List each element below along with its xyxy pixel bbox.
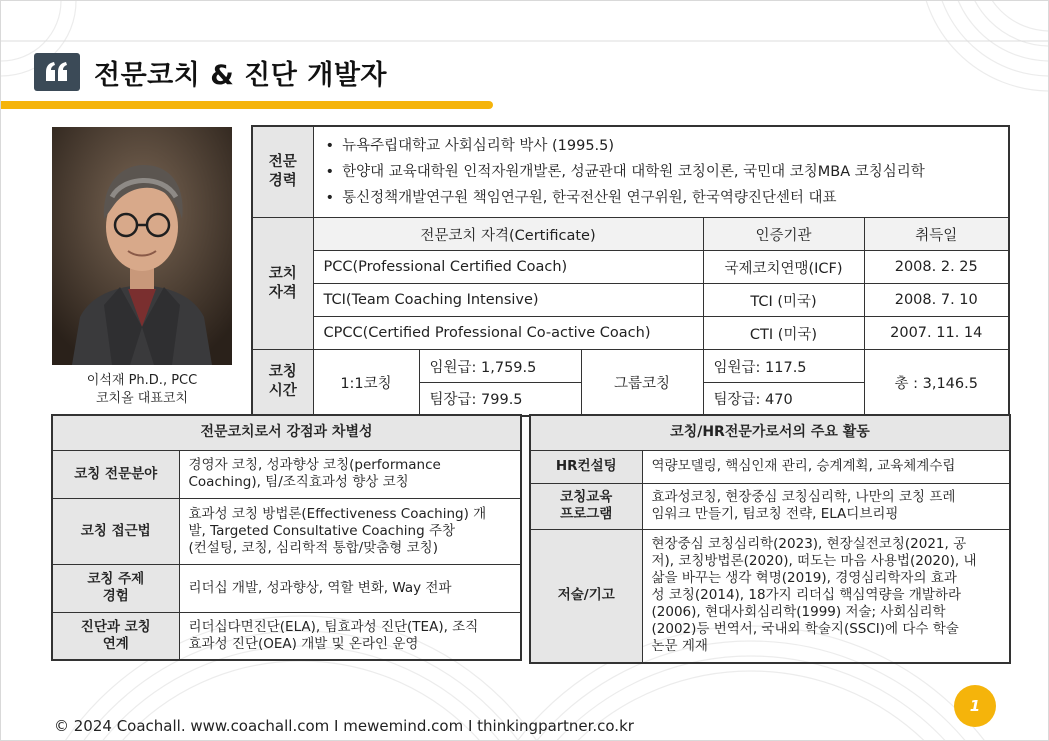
activity-row (530, 529, 1010, 663)
cert-name: CPCC(Certified Professional Co-active Coach) (313, 317, 703, 350)
profile-table (251, 125, 1010, 417)
hours-total: 총 : 3,146.5 (864, 350, 1009, 416)
caption-name: 이석재 Ph.D., PCC (86, 373, 198, 388)
quote-icon (44, 61, 70, 83)
portrait-photo (52, 127, 232, 365)
one-on-one-label: 1:1코칭 (313, 350, 419, 416)
activity-label: 코칭교육 프로그램 (530, 483, 642, 529)
strength-label: 코칭 주제 경험 (52, 564, 179, 612)
career-item: • 통신정책개발연구원 책임연구원, 한국전산원 연구위원, 한국역량진단센터 대표 (326, 185, 999, 211)
cert-row (252, 284, 1009, 317)
strength-row (52, 564, 521, 612)
activity-content: 효과성코칭, 현장중심 코칭심리학, 나만의 코칭 프레 임워크 만들기, 팀코칭 전략, ELA디브리핑 (642, 483, 1010, 529)
footer-copyright: © 2024 Coachall. www.coachall.com I mewemind.com I thinkingpartner.co.kr (54, 717, 634, 735)
cert-date: 2008. 7. 10 (864, 284, 1009, 317)
hours-row-1 (252, 350, 1009, 383)
activities-table (529, 414, 1011, 664)
strength-content: 리더십 개발, 성과향상, 역할 변화, Way 전파 (179, 564, 521, 612)
cert-date: 2007. 11. 14 (864, 317, 1009, 350)
career-item: • 한양대 교육대학원 인적자원개발론, 성균관대 대학원 코칭이론, 국민대 코칭MBA 코칭심리학 (326, 159, 999, 185)
cert-name: PCC(Professional Certified Coach) (313, 251, 703, 284)
cert-org: CTI (미국) (703, 317, 864, 350)
career-item: • 뉴욕주립대학교 사회심리학 박사 (1995.5) (326, 133, 999, 159)
activity-content: 역량모델링, 핵심인재 관리, 승계계획, 교육체계수립 (642, 450, 1010, 483)
strength-label: 코칭 전문분야 (52, 450, 179, 498)
one-on-one-exec: 임원급: 1,759.5 (419, 350, 581, 383)
cert-date-header: 취득일 (864, 218, 1009, 251)
strength-content: 효과성 코칭 방법론(Effectiveness Coaching) 개 발, Targeted Consultative Coaching 주창 (컨설팅, 코칭, 심리학적 통합/맞춤형 코칭) (179, 498, 521, 564)
page-title: 전문코치 & 진단 개발자 (94, 60, 387, 91)
photo-caption (52, 372, 232, 408)
quote-badge (34, 53, 80, 91)
cert-org-header: 인증기관 (703, 218, 864, 251)
strength-row (52, 612, 521, 660)
activity-label: 저술/기고 (530, 529, 642, 663)
one-on-one-team: 팀장급: 799.5 (419, 383, 581, 416)
strengths-table (51, 414, 522, 661)
caption-role: 코치올 대표코치 (95, 391, 189, 406)
strength-row (52, 498, 521, 564)
strength-row (52, 450, 521, 498)
group-exec: 임원급: 117.5 (703, 350, 864, 383)
strength-label: 코칭 접근법 (52, 498, 179, 564)
cert-label: 코치 자격 (252, 218, 313, 350)
cert-row (252, 317, 1009, 350)
group-team: 팀장급: 470 (703, 383, 864, 416)
activities-header: 코칭/HR전문가로서의 주요 활동 (530, 415, 1010, 450)
cert-org: TCI (미국) (703, 284, 864, 317)
title-accent-bar (1, 101, 493, 109)
page-number-badge: 1 (954, 685, 996, 727)
career-content (313, 126, 1009, 218)
hours-label: 코칭 시간 (252, 350, 313, 416)
group-coaching-label: 그룹코칭 (581, 350, 703, 416)
cert-date: 2008. 2. 25 (864, 251, 1009, 284)
cert-col-header: 전문코치 자격(Certificate) (313, 218, 703, 251)
strength-content: 리더십다면진단(ELA), 팀효과성 진단(TEA), 조직 효과성 진단(OEA) 개발 및 온라인 운영 (179, 612, 521, 660)
activity-row (530, 450, 1010, 483)
career-label: 전문 경력 (252, 126, 313, 218)
strength-content: 경영자 코칭, 성과향상 코칭(performance Coaching), 팀/조직효과성 향상 코칭 (179, 450, 521, 498)
career-row (252, 126, 1009, 218)
career-list (324, 127, 999, 217)
activity-content: 현장중심 코칭심리학(2023), 현장실전코칭(2021, 공 저), 코칭방법론(2020), 떠도는 마음 사용법(2020), 내 삶을 바꾸는 생각 혁명(2019), 경영심리학자의 효과 성 코칭(2014), 18가지 리더십 핵심역량을 개발하라 (2006), 현대사회심리학(1999) 저술; 사회심리학 (2002)등 번역서, 국내외 학술지(SSCI)에 다수 학술 논문 게재 (642, 529, 1010, 663)
strength-label: 진단과 코칭 연계 (52, 612, 179, 660)
strengths-header: 전문코치로서 강점과 차별성 (52, 415, 521, 450)
cert-row (252, 251, 1009, 284)
cert-org: 국제코치연맹(ICF) (703, 251, 864, 284)
cert-name: TCI(Team Coaching Intensive) (313, 284, 703, 317)
cert-header-row (252, 218, 1009, 251)
activity-label: HR컨설팅 (530, 450, 642, 483)
activity-row (530, 483, 1010, 529)
